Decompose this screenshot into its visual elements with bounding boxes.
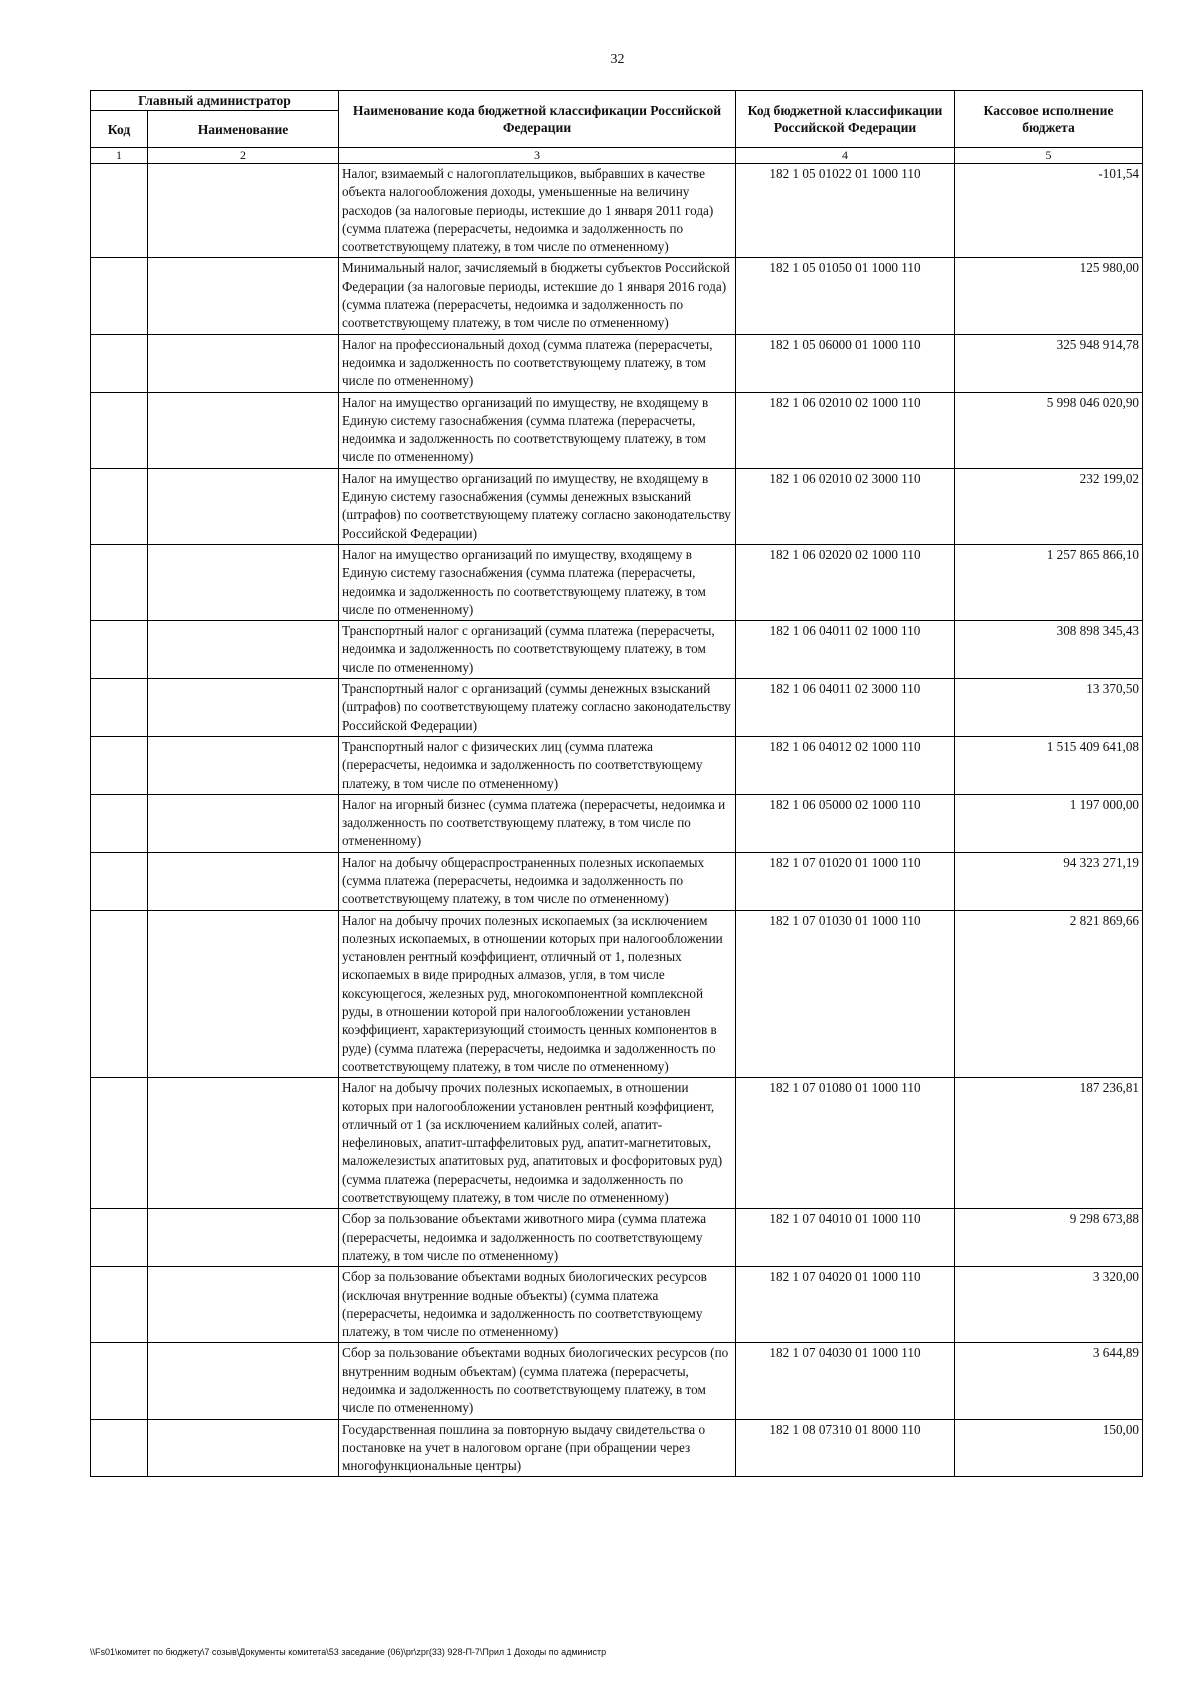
- table-row: [91, 334, 1143, 392]
- table-row: [91, 258, 1143, 334]
- header-code-name: Наименование кода бюджетной классификации Российской Федерации: [339, 91, 736, 148]
- code-name-cell: Транспортный налог с организаций (суммы денежных взысканий (штрафов) по соответствующему платежу согласно законодательству Российской Федерации): [339, 679, 736, 737]
- column-number: 4: [736, 148, 955, 164]
- admin-name-cell: [148, 736, 339, 794]
- budget-code-cell: 182 1 06 04011 02 3000 110: [736, 679, 955, 737]
- kod-cell: [91, 392, 148, 468]
- kod-cell: [91, 621, 148, 679]
- admin-name-cell: [148, 334, 339, 392]
- budget-code-cell: 182 1 07 04010 01 1000 110: [736, 1209, 955, 1267]
- header-main-administrator: Главный администратор: [91, 91, 339, 111]
- amount-cell: 325 948 914,78: [955, 334, 1143, 392]
- code-name-cell: Сбор за пользование объектами животного мира (сумма платежа (перерасчеты, недоимка и задолженность по соответствующему платежу, в том числе по отмененному): [339, 1209, 736, 1267]
- table-row: [91, 679, 1143, 737]
- column-number: 1: [91, 148, 148, 164]
- admin-name-cell: [148, 1343, 339, 1419]
- budget-code-cell: 182 1 06 02010 02 1000 110: [736, 392, 955, 468]
- budget-code-cell: 182 1 05 01022 01 1000 110: [736, 164, 955, 258]
- header-naimenovanie: Наименование: [148, 111, 339, 148]
- amount-cell: 5 998 046 020,90: [955, 392, 1143, 468]
- budget-code-cell: 182 1 07 01020 01 1000 110: [736, 852, 955, 910]
- admin-name-cell: [148, 258, 339, 334]
- header-budget-code: Код бюджетной классификации Российской Федерации: [736, 91, 955, 148]
- table-row: [91, 794, 1143, 852]
- admin-name-cell: [148, 1078, 339, 1209]
- admin-name-cell: [148, 621, 339, 679]
- code-name-cell: Транспортный налог с организаций (сумма платежа (перерасчеты, недоимка и задолженность по соответствующему платежу, в том числе по отмененному): [339, 621, 736, 679]
- amount-cell: 94 323 271,19: [955, 852, 1143, 910]
- table-row: [91, 736, 1143, 794]
- kod-cell: [91, 468, 148, 544]
- code-name-cell: Налог на добычу общераспространенных полезных ископаемых (сумма платежа (перерасчеты, недоимка и задолженность по соответствующему платежу, в том числе по отмененному): [339, 852, 736, 910]
- code-name-cell: Налог на имущество организаций по имуществу, входящему в Единую систему газоснабжения (сумма платежа (перерасчеты, недоимка и задолженность по соответствующему платежу, в том числе по отмененному): [339, 544, 736, 620]
- admin-name-cell: [148, 468, 339, 544]
- table-row: [91, 852, 1143, 910]
- admin-name-cell: [148, 679, 339, 737]
- code-name-cell: Налог на имущество организаций по имуществу, не входящему в Единую систему газоснабжения (суммы денежных взысканий (штрафов) по соответствующему платежу согласно законодательству Российской Федерации): [339, 468, 736, 544]
- amount-cell: 9 298 673,88: [955, 1209, 1143, 1267]
- amount-cell: 187 236,81: [955, 1078, 1143, 1209]
- amount-cell: 2 821 869,66: [955, 910, 1143, 1078]
- table-row: [91, 1419, 1143, 1477]
- code-name-cell: Транспортный налог с физических лиц (сумма платежа (перерасчеты, недоимка и задолженность по соответствующему платежу, в том числе по отмененному): [339, 736, 736, 794]
- budget-code-cell: 182 1 07 04030 01 1000 110: [736, 1343, 955, 1419]
- code-name-cell: Налог на игорный бизнес (сумма платежа (перерасчеты, недоимка и задолженность по соответствующему платежу, в том числе по отмененному): [339, 794, 736, 852]
- code-name-cell: Налог на добычу прочих полезных ископаемых (за исключением полезных ископаемых, в отношении которых при налогообложении установлен рентный коэффициент, отличный от 1, полезных ископаемых в виде природных алмазов, угля, в том числе коксующегося, железных руд, многокомпонентной комплексной руды, в отношении которой при налогообложении установлен коэффициент, характеризующий стоимость ценных компонентов в руде) (сумма платежа (перерасчеты, недоимка и задолженность по соответствующему платежу, в том числе по отмененному): [339, 910, 736, 1078]
- code-name-cell: Налог, взимаемый с налогоплательщиков, выбравших в качестве объекта налогообложения доходы, уменьшенные на величину расходов (за налоговые периоды, истекшие до 1 января 2011 года) (сумма платежа (перерасчеты, недоимка и задолженность по соответствующему платежу, в том числе по отмененному): [339, 164, 736, 258]
- table-row: [91, 164, 1143, 258]
- budget-table-container: [90, 90, 1142, 1477]
- admin-name-cell: [148, 1209, 339, 1267]
- amount-cell: 150,00: [955, 1419, 1143, 1477]
- page-number: 32: [610, 52, 625, 67]
- code-name-cell: Сбор за пользование объектами водных биологических ресурсов (исключая внутренние водные объекты) (сумма платежа (перерасчеты, недоимка и задолженность по соответствующему платежу, в том числе по отмененному): [339, 1267, 736, 1343]
- budget-code-cell: 182 1 07 04020 01 1000 110: [736, 1267, 955, 1343]
- amount-cell: 1 257 865 866,10: [955, 544, 1143, 620]
- kod-cell: [91, 736, 148, 794]
- amount-cell: 125 980,00: [955, 258, 1143, 334]
- kod-cell: [91, 794, 148, 852]
- table-row: [91, 1078, 1143, 1209]
- column-number-row: [91, 148, 1143, 164]
- code-name-cell: Налог на профессиональный доход (сумма платежа (перерасчеты, недоимка и задолженность по соответствующему платежу, в том числе по отмененному): [339, 334, 736, 392]
- amount-cell: 3 644,89: [955, 1343, 1143, 1419]
- table-row: [91, 1343, 1143, 1419]
- column-number: 2: [148, 148, 339, 164]
- amount-cell: 232 199,02: [955, 468, 1143, 544]
- code-name-cell: Государственная пошлина за повторную выдачу свидетельства о постановке на учет в налоговом органе (при обращении через многофункциональные центры): [339, 1419, 736, 1477]
- column-number: 5: [955, 148, 1143, 164]
- table-row: [91, 1267, 1143, 1343]
- amount-cell: 1 197 000,00: [955, 794, 1143, 852]
- kod-cell: [91, 544, 148, 620]
- header-kod: Код: [91, 111, 148, 148]
- budget-code-cell: 182 1 06 04012 02 1000 110: [736, 736, 955, 794]
- budget-code-cell: 182 1 05 06000 01 1000 110: [736, 334, 955, 392]
- amount-cell: 13 370,50: [955, 679, 1143, 737]
- admin-name-cell: [148, 392, 339, 468]
- admin-name-cell: [148, 544, 339, 620]
- code-name-cell: Сбор за пользование объектами водных биологических ресурсов (по внутренним водным объектам) (сумма платежа (перерасчеты, недоимка и задолженность по соответствующему платежу, в том числе по отмененному): [339, 1343, 736, 1419]
- kod-cell: [91, 852, 148, 910]
- kod-cell: [91, 679, 148, 737]
- amount-cell: 3 320,00: [955, 1267, 1143, 1343]
- budget-code-cell: 182 1 06 04011 02 1000 110: [736, 621, 955, 679]
- admin-name-cell: [148, 1267, 339, 1343]
- kod-cell: [91, 910, 148, 1078]
- budget-code-cell: 182 1 05 01050 01 1000 110: [736, 258, 955, 334]
- file-path-footer: \\Fs01\комитет по бюджету\7 созыв\Документы комитета\53 заседание (06)\pr\zpr(33) 928-П-7\Прил 1 Доходы по администр: [90, 1647, 607, 1657]
- kod-cell: [91, 1343, 148, 1419]
- kod-cell: [91, 1419, 148, 1477]
- table-row: [91, 621, 1143, 679]
- admin-name-cell: [148, 794, 339, 852]
- admin-name-cell: [148, 1419, 339, 1477]
- code-name-cell: Минимальный налог, зачисляемый в бюджеты субъектов Российской Федерации (за налоговые периоды, истекшие до 1 января 2016 года) (сумма платежа (перерасчеты, недоимка и задолженность по соответствующему платежу, в том числе по отмененному): [339, 258, 736, 334]
- code-name-cell: Налог на добычу прочих полезных ископаемых, в отношении которых при налогообложении установлен рентный коэффициент, отличный от 1 (за исключением калийных солей, апатит-нефелиновых, апатит-штаффелитовых руд, апатит-магнетитовых, маложелезистых апатитовых руд, апатитовых и фосфоритовых руд) (сумма платежа (перерасчеты, недоимка и задолженность по соответствующему платежу, в том числе по отмененному): [339, 1078, 736, 1209]
- kod-cell: [91, 334, 148, 392]
- budget-code-cell: 182 1 06 05000 02 1000 110: [736, 794, 955, 852]
- amount-cell: -101,54: [955, 164, 1143, 258]
- budget-table: [90, 90, 1143, 1477]
- header-cash-execution: Кассовое исполнение бюджета: [955, 91, 1143, 148]
- budget-code-cell: 182 1 07 01080 01 1000 110: [736, 1078, 955, 1209]
- budget-code-cell: 182 1 07 01030 01 1000 110: [736, 910, 955, 1078]
- code-name-cell: Налог на имущество организаций по имуществу, не входящему в Единую систему газоснабжения (сумма платежа (перерасчеты, недоимка и задолженность по соответствующему платежу, в том числе по отмененному): [339, 392, 736, 468]
- kod-cell: [91, 258, 148, 334]
- kod-cell: [91, 1209, 148, 1267]
- table-row: [91, 1209, 1143, 1267]
- budget-code-cell: 182 1 08 07310 01 8000 110: [736, 1419, 955, 1477]
- kod-cell: [91, 164, 148, 258]
- amount-cell: 308 898 345,43: [955, 621, 1143, 679]
- budget-code-cell: 182 1 06 02020 02 1000 110: [736, 544, 955, 620]
- kod-cell: [91, 1078, 148, 1209]
- table-row: [91, 468, 1143, 544]
- admin-name-cell: [148, 910, 339, 1078]
- admin-name-cell: [148, 164, 339, 258]
- column-number: 3: [339, 148, 736, 164]
- budget-code-cell: 182 1 06 02010 02 3000 110: [736, 468, 955, 544]
- table-row: [91, 910, 1143, 1078]
- kod-cell: [91, 1267, 148, 1343]
- table-row: [91, 544, 1143, 620]
- table-row: [91, 392, 1143, 468]
- admin-name-cell: [148, 852, 339, 910]
- amount-cell: 1 515 409 641,08: [955, 736, 1143, 794]
